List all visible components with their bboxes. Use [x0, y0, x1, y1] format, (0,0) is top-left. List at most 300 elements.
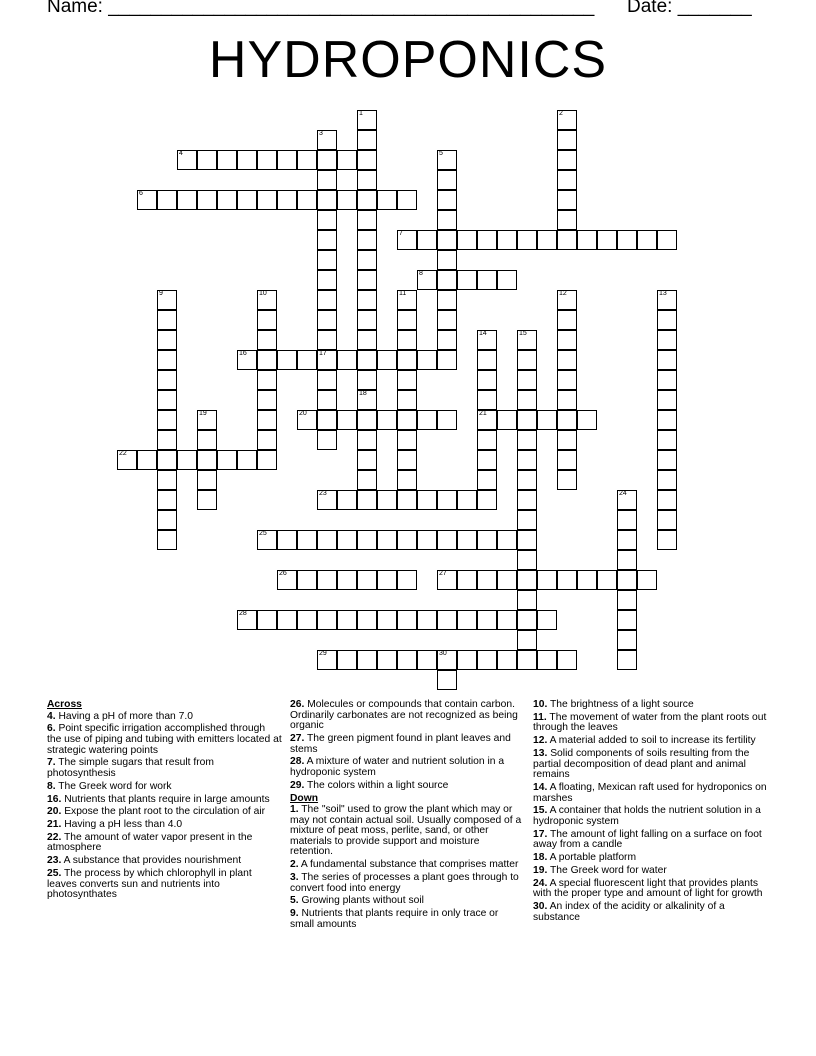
crossword-cell[interactable]	[297, 150, 317, 170]
crossword-cell[interactable]	[157, 330, 177, 350]
crossword-cell[interactable]	[317, 210, 337, 230]
crossword-cell[interactable]	[517, 610, 537, 630]
crossword-cell[interactable]	[437, 650, 457, 670]
crossword-cell[interactable]	[277, 350, 297, 370]
crossword-cell[interactable]	[297, 530, 317, 550]
crossword-cell[interactable]	[237, 150, 257, 170]
crossword-cell[interactable]	[517, 350, 537, 370]
crossword-cell[interactable]	[417, 350, 437, 370]
crossword-cell[interactable]	[557, 430, 577, 450]
crossword-cell[interactable]	[317, 530, 337, 550]
crossword-cell[interactable]	[197, 470, 217, 490]
crossword-cell[interactable]	[377, 650, 397, 670]
crossword-cell[interactable]	[257, 310, 277, 330]
crossword-cell[interactable]	[297, 410, 317, 430]
crossword-cell[interactable]	[657, 390, 677, 410]
crossword-cell[interactable]	[657, 310, 677, 330]
crossword-cell[interactable]	[457, 650, 477, 670]
crossword-cell[interactable]	[277, 570, 297, 590]
crossword-cell[interactable]	[397, 430, 417, 450]
crossword-cell[interactable]	[397, 330, 417, 350]
crossword-cell[interactable]	[197, 490, 217, 510]
crossword-cell[interactable]	[377, 190, 397, 210]
crossword-cell[interactable]	[317, 570, 337, 590]
crossword-cell[interactable]	[637, 230, 657, 250]
crossword-cell[interactable]	[417, 270, 437, 290]
crossword-cell[interactable]	[517, 390, 537, 410]
clue-number: 3	[319, 130, 323, 137]
crossword-cell[interactable]	[437, 410, 457, 430]
crossword-cell[interactable]	[317, 370, 337, 390]
crossword-cell[interactable]	[557, 390, 577, 410]
crossword-cell[interactable]	[617, 570, 637, 590]
crossword-cell[interactable]	[257, 330, 277, 350]
crossword-cell[interactable]	[657, 430, 677, 450]
crossword-cell[interactable]	[357, 650, 377, 670]
crossword-cell[interactable]	[257, 150, 277, 170]
crossword-cell[interactable]	[357, 570, 377, 590]
crossword-cell[interactable]	[597, 570, 617, 590]
crossword-cell[interactable]	[197, 410, 217, 430]
crossword-cell[interactable]	[337, 570, 357, 590]
crossword-cell[interactable]	[357, 150, 377, 170]
crossword-cell[interactable]	[357, 190, 377, 210]
crossword-cell[interactable]	[357, 490, 377, 510]
clue-item: 6. Point specific irrigation accomplished through the use of piping and tubing with emitters located at strategic watering points	[47, 723, 282, 756]
crossword-cell[interactable]	[317, 170, 337, 190]
crossword-cell[interactable]	[317, 250, 337, 270]
crossword-cell[interactable]	[437, 530, 457, 550]
crossword-cell[interactable]	[417, 610, 437, 630]
crossword-cell[interactable]	[337, 350, 357, 370]
clue-number: 22	[119, 450, 127, 457]
crossword-cell[interactable]	[357, 130, 377, 150]
crossword-cell[interactable]	[557, 290, 577, 310]
clue-number: 15	[519, 330, 527, 337]
crossword-cell[interactable]	[177, 190, 197, 210]
crossword-cell[interactable]	[537, 230, 557, 250]
crossword-cell[interactable]	[477, 270, 497, 290]
clue-number: 5	[439, 150, 443, 157]
crossword-cell[interactable]	[657, 410, 677, 430]
crossword-cell[interactable]	[317, 190, 337, 210]
crossword-cell[interactable]	[257, 430, 277, 450]
crossword-cell[interactable]	[397, 350, 417, 370]
crossword-cell[interactable]	[197, 150, 217, 170]
crossword-cell[interactable]	[137, 190, 157, 210]
crossword-cell[interactable]	[357, 170, 377, 190]
crossword-cell[interactable]	[417, 650, 437, 670]
clue-number: 16	[239, 350, 247, 357]
crossword-cell[interactable]	[217, 150, 237, 170]
crossword-cell[interactable]	[517, 470, 537, 490]
crossword-cell[interactable]	[437, 170, 457, 190]
crossword-cell[interactable]	[157, 470, 177, 490]
crossword-cell[interactable]	[157, 350, 177, 370]
crossword-cell[interactable]	[157, 450, 177, 470]
crossword-cell[interactable]	[357, 410, 377, 430]
crossword-cell[interactable]	[517, 230, 537, 250]
crossword-cell[interactable]	[257, 450, 277, 470]
crossword-cell[interactable]	[517, 510, 537, 530]
clue-number: 28	[239, 610, 247, 617]
crossword-cell[interactable]	[617, 630, 637, 650]
crossword-cell[interactable]	[477, 650, 497, 670]
crossword-cell[interactable]	[557, 350, 577, 370]
clue-number: 30	[439, 650, 447, 657]
crossword-cell[interactable]	[397, 190, 417, 210]
crossword-cell[interactable]	[317, 650, 337, 670]
crossword-cell[interactable]	[177, 450, 197, 470]
crossword-cell[interactable]	[357, 430, 377, 450]
clue-number: 13	[659, 290, 667, 297]
crossword-cell[interactable]	[497, 230, 517, 250]
crossword-cell[interactable]	[437, 150, 457, 170]
crossword-cell[interactable]	[357, 450, 377, 470]
crossword-cell[interactable]	[317, 410, 337, 430]
crossword-cell[interactable]	[517, 630, 537, 650]
crossword-cell[interactable]	[417, 410, 437, 430]
crossword-cell[interactable]	[517, 650, 537, 670]
crossword-cell[interactable]	[357, 610, 377, 630]
crossword-cell[interactable]	[497, 570, 517, 590]
crossword-cell[interactable]	[517, 590, 537, 610]
crossword-cell[interactable]	[617, 610, 637, 630]
crossword-cell[interactable]	[557, 450, 577, 470]
crossword-cell[interactable]	[377, 610, 397, 630]
crossword-cell[interactable]	[317, 390, 337, 410]
crossword-cell[interactable]	[457, 610, 477, 630]
crossword-cell[interactable]	[617, 530, 637, 550]
crossword-cell[interactable]	[357, 330, 377, 350]
crossword-cell[interactable]	[317, 490, 337, 510]
crossword-cell[interactable]	[277, 150, 297, 170]
crossword-cell[interactable]	[537, 410, 557, 430]
crossword-cell[interactable]	[477, 610, 497, 630]
crossword-cell[interactable]	[317, 330, 337, 350]
crossword-cell[interactable]	[657, 330, 677, 350]
crossword-cell[interactable]	[517, 370, 537, 390]
crossword-cell[interactable]	[457, 270, 477, 290]
crossword-cell[interactable]	[397, 230, 417, 250]
crossword-cell[interactable]	[657, 350, 677, 370]
crossword-cell[interactable]	[557, 230, 577, 250]
crossword-cell[interactable]	[497, 410, 517, 430]
crossword-cell[interactable]	[297, 350, 317, 370]
crossword-cell[interactable]	[257, 350, 277, 370]
crossword-cell[interactable]	[157, 510, 177, 530]
crossword-cell[interactable]	[397, 610, 417, 630]
crossword-cell[interactable]	[457, 230, 477, 250]
crossword-cell[interactable]	[197, 450, 217, 470]
crossword-cell[interactable]	[137, 450, 157, 470]
crossword-cell[interactable]	[617, 230, 637, 250]
crossword-cell[interactable]	[557, 190, 577, 210]
crossword-cell[interactable]	[437, 250, 457, 270]
crossword-cell[interactable]	[557, 330, 577, 350]
crossword-cell[interactable]	[617, 650, 637, 670]
crossword-cell[interactable]	[397, 570, 417, 590]
crossword-cell[interactable]	[517, 430, 537, 450]
crossword-cell[interactable]	[657, 510, 677, 530]
crossword-cell[interactable]	[257, 190, 277, 210]
crossword-cell[interactable]	[477, 450, 497, 470]
crossword-cell[interactable]	[157, 370, 177, 390]
clue-number: 19	[199, 410, 207, 417]
clue-number: 2	[559, 110, 563, 117]
crossword-cell[interactable]	[277, 190, 297, 210]
clue-number: 6	[139, 190, 143, 197]
clue-item: 22. The amount of water vapor present in the atmosphere	[47, 831, 253, 854]
crossword-cell[interactable]	[557, 170, 577, 190]
crossword-cell[interactable]	[457, 570, 477, 590]
crossword-cell[interactable]	[437, 670, 457, 690]
crossword-cell[interactable]	[537, 570, 557, 590]
crossword-cell[interactable]	[557, 110, 577, 130]
crossword-cell[interactable]	[357, 350, 377, 370]
crossword-cell[interactable]	[637, 570, 657, 590]
crossword-cell[interactable]	[317, 230, 337, 250]
crossword-cell[interactable]	[397, 290, 417, 310]
crossword-cell[interactable]	[497, 530, 517, 550]
crossword-cell[interactable]	[297, 570, 317, 590]
crossword-cell[interactable]	[157, 490, 177, 510]
clue-section-heading: Down	[290, 792, 319, 804]
crossword-cell[interactable]	[557, 370, 577, 390]
crossword-cell[interactable]	[237, 350, 257, 370]
crossword-cell[interactable]	[397, 530, 417, 550]
crossword-cell[interactable]	[437, 570, 457, 590]
crossword-cell[interactable]	[337, 410, 357, 430]
crossword-cell[interactable]	[477, 490, 497, 510]
crossword-cell[interactable]	[337, 150, 357, 170]
crossword-cell[interactable]	[537, 610, 557, 630]
crossword-cell[interactable]	[357, 530, 377, 550]
crossword-cell[interactable]	[277, 530, 297, 550]
crossword-cell[interactable]	[577, 230, 597, 250]
crossword-cell[interactable]	[437, 290, 457, 310]
crossword-cell[interactable]	[177, 150, 197, 170]
crossword-cell[interactable]	[437, 490, 457, 510]
crossword-cell[interactable]	[357, 370, 377, 390]
crossword-cell[interactable]	[517, 570, 537, 590]
crossword-cell[interactable]	[577, 410, 597, 430]
crossword-cell[interactable]	[357, 290, 377, 310]
crossword-cell[interactable]	[357, 210, 377, 230]
crossword-cell[interactable]	[477, 410, 497, 430]
clue-item: 28. A mixture of water and nutrient solution in a hydroponic system	[290, 756, 505, 778]
crossword-cell[interactable]	[657, 470, 677, 490]
crossword-cell[interactable]	[497, 650, 517, 670]
crossword-cell[interactable]	[557, 130, 577, 150]
crossword-cell[interactable]	[377, 490, 397, 510]
crossword-cell[interactable]	[557, 150, 577, 170]
crossword-cell[interactable]	[397, 650, 417, 670]
crossword-cell[interactable]	[277, 610, 297, 630]
crossword-cell[interactable]	[437, 330, 457, 350]
crossword-cell[interactable]	[437, 210, 457, 230]
crossword-cell[interactable]	[317, 310, 337, 330]
crossword-cell[interactable]	[537, 650, 557, 670]
clue-number: 4	[179, 150, 183, 157]
clue-number: 23	[319, 490, 327, 497]
crossword-cell[interactable]	[477, 370, 497, 390]
crossword-cell[interactable]	[657, 490, 677, 510]
crossword-cell[interactable]	[197, 430, 217, 450]
crossword-cell[interactable]	[477, 390, 497, 410]
crossword-cell[interactable]	[357, 270, 377, 290]
crossword-cell[interactable]	[317, 150, 337, 170]
crossword-cell[interactable]	[297, 190, 317, 210]
crossword-cell[interactable]	[337, 610, 357, 630]
crossword-cell[interactable]	[117, 450, 137, 470]
crossword-cell[interactable]	[397, 310, 417, 330]
crossword-cell[interactable]	[397, 470, 417, 490]
clue-number: 14	[479, 330, 487, 337]
crossword-cell[interactable]	[257, 530, 277, 550]
crossword-cell[interactable]	[437, 270, 457, 290]
name-field-label: Name: ______________________________________________	[47, 0, 595, 17]
crossword-cell[interactable]	[317, 350, 337, 370]
crossword-cell[interactable]	[157, 290, 177, 310]
crossword-cell[interactable]	[317, 270, 337, 290]
clue-item: 11. The movement of water from the plant roots out through the leaves	[533, 711, 767, 734]
crossword-cell[interactable]	[597, 230, 617, 250]
crossword-cell[interactable]	[577, 570, 597, 590]
crossword-cell[interactable]	[517, 490, 537, 510]
clue-item: 25. The process by which chlorophyll in plant leaves converts sun and nutrients into photosynthates	[47, 868, 252, 901]
crossword-cell[interactable]	[317, 130, 337, 150]
clue-item: 23. A substance that provides nourishment	[47, 855, 242, 867]
crossword-cell[interactable]	[317, 290, 337, 310]
crossword-cell[interactable]	[337, 650, 357, 670]
crossword-cell[interactable]	[357, 110, 377, 130]
crossword-cell[interactable]	[217, 190, 237, 210]
crossword-cell[interactable]	[477, 470, 497, 490]
crossword-cell[interactable]	[297, 610, 317, 630]
crossword-cell[interactable]	[417, 530, 437, 550]
crossword-cell[interactable]	[237, 610, 257, 630]
crossword-cell[interactable]	[257, 370, 277, 390]
clue-item: 10. The brightness of a light source	[533, 699, 694, 710]
crossword-cell[interactable]	[617, 590, 637, 610]
clue-item: 24. A special fluorescent light that provides plants with the proper type and amount of light for growth	[533, 877, 763, 900]
crossword-cell[interactable]	[437, 310, 457, 330]
crossword-cell[interactable]	[417, 490, 437, 510]
crossword-cell[interactable]	[397, 490, 417, 510]
crossword-cell[interactable]	[377, 570, 397, 590]
crossword-cell[interactable]	[397, 450, 417, 470]
crossword-cell[interactable]	[517, 530, 537, 550]
crossword-cell[interactable]	[657, 450, 677, 470]
crossword-cell[interactable]	[397, 370, 417, 390]
crossword-cell[interactable]	[357, 250, 377, 270]
crossword-cell[interactable]	[657, 230, 677, 250]
crossword-cell[interactable]	[457, 490, 477, 510]
crossword-cell[interactable]	[257, 610, 277, 630]
crossword-cell[interactable]	[257, 390, 277, 410]
crossword-cell[interactable]	[477, 350, 497, 370]
crossword-cell[interactable]	[517, 410, 537, 430]
crossword-cell[interactable]	[617, 490, 637, 510]
crossword-cell[interactable]	[397, 390, 417, 410]
clue-item: 7. The simple sugars that result from photosynthesis	[47, 757, 214, 779]
clue-item: 8. The Greek word for work	[47, 780, 172, 792]
crossword-cell[interactable]	[357, 310, 377, 330]
clue-item: 2. A fundamental substance that comprises matter	[290, 859, 519, 871]
crossword-cell[interactable]	[557, 310, 577, 330]
crossword-cell[interactable]	[337, 530, 357, 550]
clue-number: 7	[399, 230, 403, 237]
crossword-cell[interactable]	[437, 350, 457, 370]
crossword-cell[interactable]	[157, 310, 177, 330]
crossword-cell[interactable]	[237, 190, 257, 210]
crossword-cell[interactable]	[557, 570, 577, 590]
clue-item: 9. Nutrients that plants require in only trace or small amounts	[290, 908, 499, 930]
crossword-cell[interactable]	[157, 430, 177, 450]
crossword-cell[interactable]	[437, 610, 457, 630]
crossword-cell[interactable]	[657, 370, 677, 390]
crossword-cell[interactable]	[377, 350, 397, 370]
crossword-cell[interactable]	[417, 230, 437, 250]
crossword-cell[interactable]	[557, 470, 577, 490]
crossword-cell[interactable]	[457, 530, 477, 550]
crossword-cell[interactable]	[557, 210, 577, 230]
crossword-cell[interactable]	[517, 330, 537, 350]
crossword-cell[interactable]	[157, 410, 177, 430]
crossword-cell[interactable]	[357, 390, 377, 410]
crossword-cell[interactable]	[337, 190, 357, 210]
crossword-cell[interactable]	[517, 550, 537, 570]
crossword-cell[interactable]	[517, 450, 537, 470]
clue-number: 20	[299, 410, 307, 417]
clue-number: 17	[319, 350, 327, 357]
crossword-cell[interactable]	[397, 410, 417, 430]
crossword-cell[interactable]	[337, 490, 357, 510]
crossword-cell[interactable]	[557, 650, 577, 670]
crossword-cell[interactable]	[377, 530, 397, 550]
crossword-cell[interactable]	[617, 550, 637, 570]
crossword-cell[interactable]	[257, 290, 277, 310]
crossword-cell[interactable]	[357, 230, 377, 250]
crossword-cell[interactable]	[377, 410, 397, 430]
clue-number: 26	[279, 570, 287, 577]
crossword-cell[interactable]	[617, 510, 637, 530]
crossword-cell[interactable]	[217, 450, 237, 470]
crossword-cell[interactable]	[477, 230, 497, 250]
crossword-cell[interactable]	[437, 190, 457, 210]
crossword-cell[interactable]	[357, 470, 377, 490]
crossword-cell[interactable]	[477, 570, 497, 590]
crossword-cell[interactable]	[317, 610, 337, 630]
crossword-cell[interactable]	[257, 410, 277, 430]
crossword-cell[interactable]	[657, 530, 677, 550]
crossword-cell[interactable]	[477, 530, 497, 550]
crossword-cell[interactable]	[157, 190, 177, 210]
crossword-cell[interactable]	[477, 330, 497, 350]
crossword-cell[interactable]	[157, 530, 177, 550]
crossword-cell[interactable]	[557, 410, 577, 430]
crossword-cell[interactable]	[197, 190, 217, 210]
crossword-cell[interactable]	[437, 230, 457, 250]
crossword-cell[interactable]	[497, 270, 517, 290]
crossword-cell[interactable]	[477, 430, 497, 450]
crossword-cell[interactable]	[237, 450, 257, 470]
crossword-cell[interactable]	[497, 610, 517, 630]
crossword-cell[interactable]	[157, 390, 177, 410]
crossword-cell[interactable]	[317, 430, 337, 450]
crossword-cell[interactable]	[657, 290, 677, 310]
